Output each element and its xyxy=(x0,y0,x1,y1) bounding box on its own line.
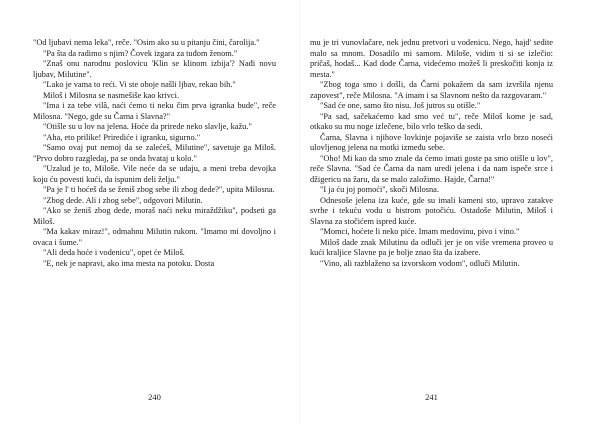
paragraph: Miloš dade znak Milutinu da odluči jer je on više vremena proveo u kući kraljice Slavne pa je bolje znao šta da izabere. xyxy=(310,237,553,257)
left-page xyxy=(33,38,276,269)
paragraph: "Vino, ali razblaženo sa izvorskom vodom", odluči Milutin. xyxy=(320,258,520,268)
paragraph: "Aha, eto prilike! Prirediće i igranku, sigurno." xyxy=(43,132,201,142)
paragraph: "Oho! Mi kao da smo znale da ćemo imati goste pa smo otišle u lov", reče Slavna. "Sad će Čarna da nam uredi jelena i da nam ispeče srce i džigericu na žaru, da se malo založimo. Hajde, Čarna!" xyxy=(310,153,553,184)
paragraph: "Ma kakav miraz!", odmahnu Milutin rukom. "Imamo mi dovoljno i ovaca i šume." xyxy=(33,227,276,247)
page-number: 241 xyxy=(425,392,438,402)
paragraph: "I ja ću joj pomoći", skoči Milosna. xyxy=(320,185,439,194)
paragraph: "E, nek je napravi, ako ima mesta na potoku. Dosta xyxy=(43,258,215,268)
paragraph: "Sad će one, samo što nisu. Još jutros su otišle." xyxy=(320,101,481,110)
page-gutter xyxy=(299,0,301,424)
paragraph: "Pa sad, sačekaćemo kad smo već tu", reče Miloš kome je sad, otkako su mu noge izlečene, bilo vrlo teško da sedi. xyxy=(310,111,553,131)
paragraph: "Ali deda hoće i vodenicu", opet će Miloš. xyxy=(43,248,185,257)
paragraph: "Ima i za tebe vilâ, naći ćemo ti neku čim prva igranka bude", reče Milosna. "Nego, gde su Čarna i Slavna?" xyxy=(33,101,276,121)
paragraph: "Znaš onu narodnu poslovicu 'Klin se klinom izbija'? Nađi novu ljubav, Milutine". xyxy=(33,59,276,79)
paragraph: "Otišle su u lov na jelena. Hoće da prirede neko slavlje, kažu." xyxy=(43,122,252,131)
paragraph: "Momci, hoćete li neko piće. Imam medovinu, pivo i vino." xyxy=(320,227,520,236)
paragraph: "Ako se ženiš zbog dede, moraš naći neku miraždžiku", podseti ga Miloš. xyxy=(33,206,276,226)
paragraph: Čarna, Slavna i njihove lovkinje pojaviše se zaista vrlo brzo noseći ulovljenog jelena na motki između sebe. xyxy=(310,132,553,152)
paragraph: Odnesoše jelena iza kuće, gde su imali kameni sto, upravo zatakve svrhe i tekuću vodu u bistrom potočiću. Ostadoše Milutin, Miloš i Slavna za stočićem ispred kuće. xyxy=(310,195,553,226)
paragraph: "Lako je vama to reći. Vi ste oboje našli ljbav, rekao bih." xyxy=(43,80,236,89)
paragraph: Miloš i Milosna se nasmešiše kao krivci. xyxy=(43,90,180,100)
paragraph: "Pa šta da radimo s njim? Čovek izgara za tuđom ženom." xyxy=(43,48,238,58)
paragraph: "Zbog toga smo i došli, da Čarni pokažem da sam izvršila njenu zapovest", reče Milosna. "A imam i sa Slavnom nešto da razgovaram." xyxy=(310,80,553,100)
paragraph: "Od ljubavi nema leka", reče. "Osim ako su u pitanju čini, čarolija." xyxy=(33,38,260,47)
paragraph: "Uzalud je to, Miloše. Vile neće da se udaju, a meni treba devojka koju ću povesti kući, da ispunim deli želju." xyxy=(33,164,276,184)
paragraph: "Pa je l' ti hoćeš da se ženiš zbog sebe ili zbog dede?", upita Milosna. xyxy=(43,185,275,194)
right-page xyxy=(310,38,553,269)
paragraph: mu je tri vunovlačare, nek jednu pretvori u vodenicu. Nego, hajd' sedite malo sa mnom. Dosadilo mi samom. Miloše, vidim ti si se izlečio: pričaš, hodaš... Kad dođe Čarna, videćemo možeš li preskočiti konja iz mesta." xyxy=(310,38,553,79)
paragraph: "Samo ovaj put nemoj da se zalećeš, Milutine", savetuje ga Miloš. "Prvo dobro razgledaj, pa se onda hvataj u kolo." xyxy=(33,143,276,163)
paragraph: "Zbog dede. Ali i zbog sebe", odgovori Milutin. xyxy=(43,195,203,205)
page-number: 240 xyxy=(148,392,161,402)
